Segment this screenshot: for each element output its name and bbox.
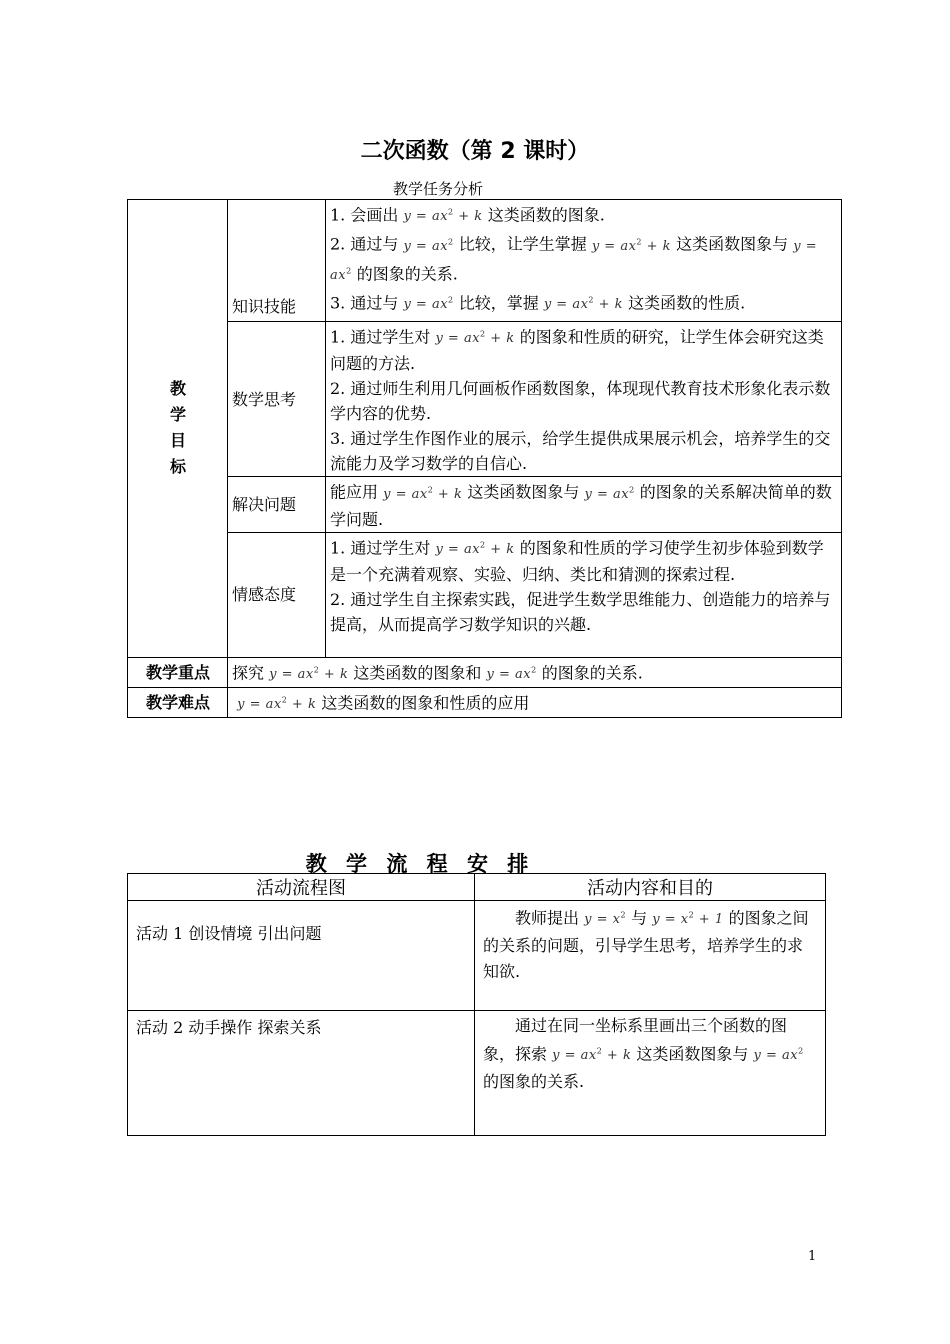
table-row (128, 874, 826, 901)
formula: $y = ax^2 + k$ (403, 208, 483, 225)
flow-table (127, 873, 826, 1136)
formula: $y = ax^2 + k$ (552, 1047, 632, 1064)
problem-content: 能应用 $y = ax^2 + k$ 这类函数图象与 $y = ax^2$ 的图象的关系解决简单的数学问题. (326, 477, 842, 532)
flow-col-header-1: 活动流程图 (128, 874, 475, 901)
formula: $y = x^2$ (584, 911, 627, 928)
knowledge-label: 知识技能 (228, 200, 326, 322)
knowledge-line-3: 3. 通过与 $y = ax^2$ 比较，掌握 $y = ax^2 + k$ 这类函数的性质. (330, 293, 746, 313)
focus-label: 教学重点 (128, 657, 228, 687)
table-row (128, 687, 842, 717)
formula: $y = ax^2 + k$ (237, 695, 317, 713)
knowledge-line-1: 1. 会画出 $y = ax^2 + k$ 这类函数的图象. (330, 205, 605, 225)
formula: $y = ax^2 + k$ (591, 237, 672, 254)
table-row (128, 657, 842, 687)
table-row (128, 200, 842, 322)
thinking-line-1: 1. 通过学生对 $y = ax^2 + k$ 的图象和性质的研究，让学生体会研究这类问题的方法. (330, 327, 824, 374)
knowledge-line-2: 2. 通过与 $y = ax^2$ 比较，让学生掌握 $y = ax^2 + k$ 这类函数图象与 $y = ax^2$ 的图象的关系. (330, 234, 818, 283)
attitude-label: 情感态度 (228, 532, 326, 657)
activity-1-content: 教师提出 $y = x^2$ 与 $y = x^2 + 1$ 的图象之间的关系的问题，引导学生思考，培养学生的求知欲. (475, 901, 826, 1011)
formula: $y = ax^2 + k$ (383, 485, 463, 502)
thinking-label: 数学思考 (228, 322, 326, 477)
difficulty-content: $y = ax^2 + k$ 这类函数的图象和性质的应用 (228, 687, 842, 717)
formula: $y = ax^2 + k$ (269, 665, 349, 682)
objectives-category-cell (128, 200, 228, 658)
flow-title: 教 学 流 程 安 排 (305, 852, 535, 876)
thinking-line-2: 2. 通过师生利用几何画板作函数图象，体现现代教育技术形象化表示数学内容的优势. (330, 379, 831, 424)
attitude-line-2: 2. 通过学生自主探索实践，促进学生数学思维能力、创造能力的培养与提高，从而提高学习数学知识的兴趣. (330, 589, 831, 634)
focus-content: 探究 $y = ax^2 + k$ 这类函数的图象和 $y = ax^2$ 的图象的关系. (228, 657, 842, 687)
formula: $y = ax^2 + k$ (435, 330, 515, 347)
formula: $y = x^2 + 1$ (652, 911, 724, 928)
objectives-table (127, 199, 842, 718)
knowledge-content (326, 200, 842, 322)
difficulty-label: 教学难点 (128, 687, 228, 717)
formula: $y = ax^2$ (330, 238, 818, 283)
attitude-content (326, 532, 842, 657)
formula: $y = ax^2$ (403, 237, 454, 254)
formula: $y = ax^2 + k$ (435, 540, 515, 557)
thinking-line-3: 3. 通过学生作图作业的展示，给学生提供成果展示机会，培养学生的交流能力及学习数学的自信心. (330, 429, 831, 474)
page-title: 二次函数（第 2 课时） (360, 139, 590, 164)
objectives-category-label: 教学目标 (169, 379, 186, 477)
thinking-content (326, 322, 842, 477)
page-number: 1 (808, 1249, 817, 1264)
table-row (128, 477, 842, 532)
table-row (128, 532, 842, 657)
activity-1-label: 活动 1 创设情境 引出问题 (128, 901, 475, 1011)
table-row (128, 1011, 826, 1136)
section-subtitle: 教学任务分析 (393, 180, 484, 198)
table-row (128, 322, 842, 477)
formula: $y = ax^2$ (403, 295, 454, 313)
formula: $y = ax^2$ (584, 485, 635, 502)
table-row (128, 901, 826, 1011)
attitude-line-1: 1. 通过学生对 $y = ax^2 + k$ 的图象和性质的学习使学生初步体验到数学是一个充满着观察、实验、归纳、类比和猜测的探索过程. (330, 537, 824, 584)
flow-col-header-2: 活动内容和目的 (475, 874, 826, 901)
problem-label: 解决问题 (228, 477, 326, 532)
formula: $y = ax^2 + k$ (543, 295, 624, 313)
activity-2-content: 通过在同一坐标系里画出三个函数的图象，探索 $y = ax^2 + k$ 这类函数图象与 $y = ax^2$ 的图象的关系. (475, 1011, 826, 1136)
activity-2-label: 活动 2 动手操作 探索关系 (128, 1011, 475, 1136)
formula: $y = ax^2$ (486, 665, 537, 682)
formula: $y = ax^2$ (753, 1047, 804, 1064)
